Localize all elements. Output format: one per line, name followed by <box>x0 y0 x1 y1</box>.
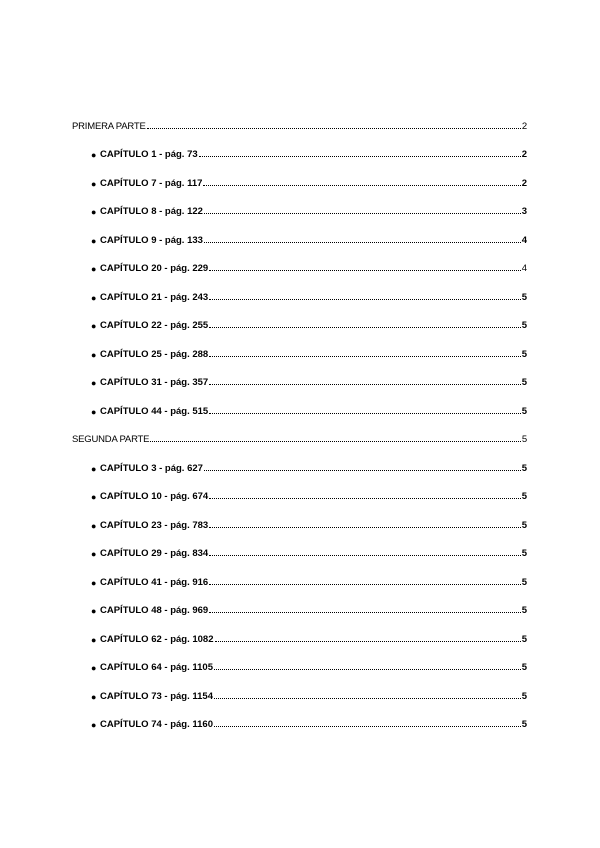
entry-page-number: 5 <box>521 519 527 531</box>
entry-title: CAPÍTULO 44 - pág. 515 <box>100 405 209 417</box>
dot-leader <box>203 185 520 186</box>
bullet-icon: ● <box>91 663 97 673</box>
toc-entry[interactable] <box>72 331 527 360</box>
toc-entry[interactable] <box>72 531 527 560</box>
dot-leader <box>204 213 521 214</box>
part-title: PRIMERA PARTE <box>72 120 146 132</box>
part-title: SEGUNDA PARTE <box>72 434 150 445</box>
dot-leader <box>209 584 520 585</box>
bullet-icon: ● <box>91 463 97 474</box>
entry-page-number: 5 <box>521 690 527 702</box>
toc-entry[interactable] <box>72 217 527 246</box>
table-of-contents <box>72 103 527 730</box>
dot-leader <box>214 698 521 699</box>
bullet-icon: ● <box>91 349 97 360</box>
entry-page-number: 5 <box>521 377 527 388</box>
bullet-icon: ● <box>91 378 97 388</box>
entry-page-number: 2 <box>521 177 527 189</box>
toc-entry[interactable] <box>72 702 527 731</box>
entry-page-number: 5 <box>521 491 527 502</box>
bullet-icon: ● <box>91 634 97 645</box>
dot-leader <box>214 726 521 727</box>
bullet-icon: ● <box>91 264 97 274</box>
entry-page-number: 5 <box>521 405 527 417</box>
dot-leader <box>199 156 521 157</box>
entry-title: CAPÍTULO 62 - pág. 1082 <box>100 633 214 645</box>
part-page-number: 2 <box>521 120 527 132</box>
entry-page-number: 5 <box>521 719 527 730</box>
dot-leader <box>209 413 520 414</box>
toc-entry[interactable] <box>72 502 527 531</box>
entry-page-number: 4 <box>521 263 527 274</box>
toc-part-segunda[interactable] <box>72 417 527 446</box>
toc-entry[interactable] <box>72 360 527 389</box>
entry-title: CAPÍTULO 73 - pág. 1154 <box>100 690 213 702</box>
entry-title: CAPÍTULO 29 - pág. 834 <box>100 548 209 559</box>
entry-page-number: 2 <box>521 149 527 160</box>
bullet-icon: ● <box>91 606 97 616</box>
toc-entry[interactable] <box>72 673 527 702</box>
entry-title: CAPÍTULO 48 - pág. 969 <box>100 605 209 616</box>
bullet-icon: ● <box>91 321 97 331</box>
dot-leader <box>147 128 521 129</box>
dot-leader <box>209 327 520 328</box>
entry-title: CAPÍTULO 3 - pág. 627 <box>100 462 203 474</box>
entry-title: CAPÍTULO 23 - pág. 783 <box>100 519 209 531</box>
entry-title: CAPÍTULO 7 - pág. 117 <box>100 177 203 189</box>
toc-part-primera[interactable] <box>72 103 527 132</box>
toc-entry[interactable] <box>72 616 527 645</box>
dot-leader <box>204 470 521 471</box>
toc-entry[interactable] <box>72 559 527 588</box>
entry-title: CAPÍTULO 9 - pág. 133 <box>100 234 203 246</box>
bullet-icon: ● <box>91 492 97 502</box>
entry-page-number: 5 <box>521 348 527 360</box>
toc-entry[interactable] <box>72 303 527 332</box>
bullet-icon: ● <box>91 720 97 730</box>
bullet-icon: ● <box>91 691 97 702</box>
entry-page-number: 5 <box>521 291 527 303</box>
bullet-icon: ● <box>91 235 97 246</box>
toc-entry[interactable] <box>72 474 527 503</box>
entry-title: CAPÍTULO 8 - pág. 122 <box>100 206 203 217</box>
dot-leader <box>209 527 520 528</box>
dot-leader <box>214 669 521 670</box>
dot-leader <box>209 384 520 385</box>
entry-page-number: 5 <box>521 662 527 673</box>
entry-title: CAPÍTULO 41 - pág. 916 <box>100 576 209 588</box>
bullet-icon: ● <box>91 549 97 559</box>
entry-page-number: 3 <box>521 206 527 217</box>
bullet-icon: ● <box>91 150 97 160</box>
toc-entry[interactable] <box>72 246 527 275</box>
entry-page-number: 5 <box>521 320 527 331</box>
bullet-icon: ● <box>91 577 97 588</box>
toc-entry[interactable] <box>72 445 527 474</box>
bullet-icon: ● <box>91 520 97 531</box>
entry-title: CAPÍTULO 22 - pág. 255 <box>100 320 209 331</box>
toc-entry[interactable] <box>72 588 527 617</box>
dot-leader <box>209 270 520 271</box>
dot-leader <box>204 242 521 243</box>
toc-entry[interactable] <box>72 189 527 218</box>
entry-page-number: 5 <box>521 462 527 474</box>
toc-entry[interactable] <box>72 645 527 674</box>
entry-page-number: 5 <box>521 576 527 588</box>
entry-page-number: 4 <box>521 234 527 246</box>
dot-leader <box>209 356 520 357</box>
entry-title: CAPÍTULO 20 - pág. 229 <box>100 263 209 274</box>
bullet-icon: ● <box>91 178 97 189</box>
entry-title: CAPÍTULO 21 - pág. 243 <box>100 291 209 303</box>
dot-leader <box>209 612 520 613</box>
toc-entry[interactable] <box>72 388 527 417</box>
bullet-icon: ● <box>91 406 97 417</box>
bullet-icon: ● <box>91 292 97 303</box>
entry-title: CAPÍTULO 74 - pág. 1160 <box>100 719 213 730</box>
dot-leader <box>215 641 521 642</box>
entry-title: CAPÍTULO 25 - pág. 288 <box>100 348 209 360</box>
dot-leader <box>150 441 521 442</box>
toc-entry[interactable] <box>72 160 527 189</box>
entry-title: CAPÍTULO 31 - pág. 357 <box>100 377 209 388</box>
part-page-number: 5 <box>521 434 527 445</box>
toc-entry[interactable] <box>72 132 527 161</box>
entry-title: CAPÍTULO 1 - pág. 73 <box>100 149 198 160</box>
dot-leader <box>209 555 520 556</box>
dot-leader <box>209 498 520 499</box>
entry-page-number: 5 <box>521 605 527 616</box>
bullet-icon: ● <box>91 207 97 217</box>
entry-page-number: 5 <box>521 633 527 645</box>
entry-page-number: 5 <box>521 548 527 559</box>
entry-title: CAPÍTULO 64 - pág. 1105 <box>100 662 213 673</box>
entry-title: CAPÍTULO 10 - pág. 674 <box>100 491 209 502</box>
toc-entry[interactable] <box>72 274 527 303</box>
dot-leader <box>209 299 520 300</box>
